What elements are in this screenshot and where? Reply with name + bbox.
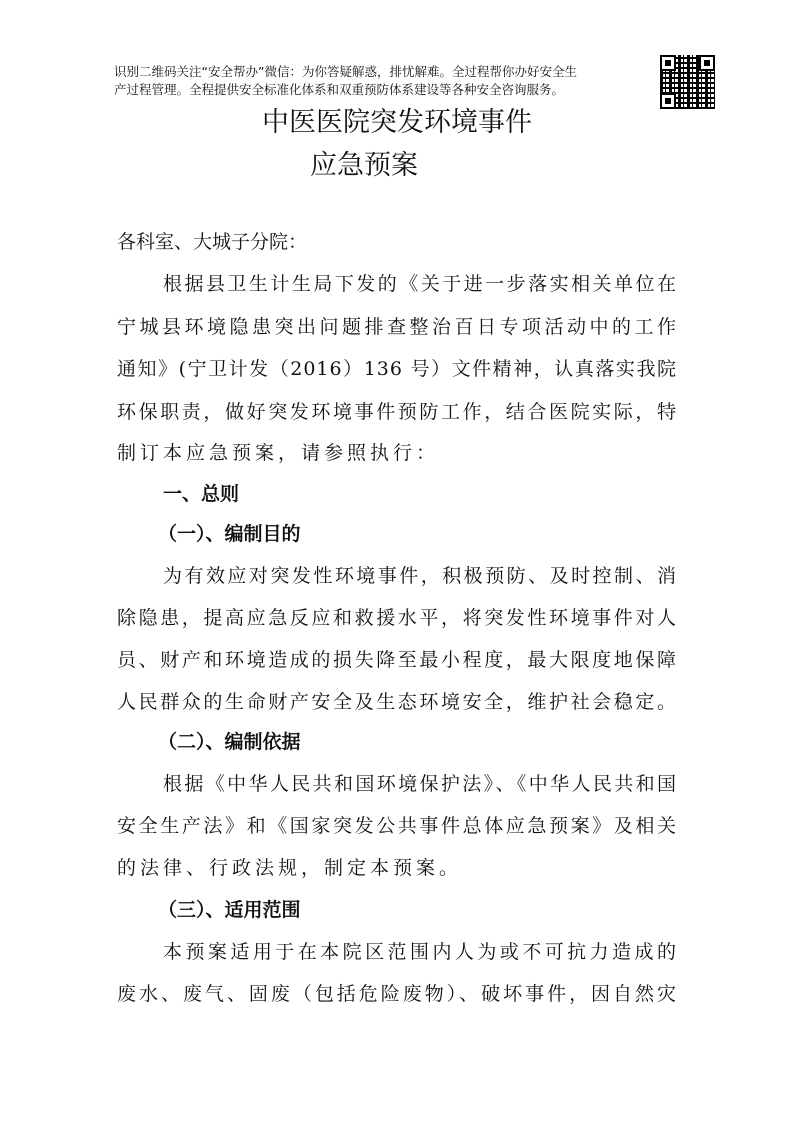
qr-code-icon	[660, 55, 715, 109]
paragraph-line: 本预案适用于在本院区范围内人为或不可抗力造成的	[163, 941, 677, 963]
subsection-heading: （一）、编制目的	[158, 523, 301, 545]
paragraph-line: 通知》(宁卫计发（2016）136 号）文件精神，认真落实我院	[117, 358, 677, 380]
paragraph-line: 安全生产法》和《国家突发公共事件总体应急预案》及相关	[117, 815, 677, 837]
subsection-heading: （二）、编制依据	[158, 731, 301, 753]
paragraph-line: 除隐患，提高应急反应和救援水平，将突发性环境事件对人	[117, 607, 677, 629]
doc-title-line-2: 应急预案	[310, 150, 418, 181]
promo-line-1: 识别二维码关注“安全帮办”微信：为你答疑解惑，排忧解难。全过程帮你办好安全生	[114, 64, 577, 79]
paragraph-line: 制订本应急预案，请参照执行：	[117, 442, 440, 464]
promo-line-2: 产过程管理。全程提供安全标准化体系和双重预防体系建设等各种安全咨询服务。	[114, 82, 565, 97]
paragraph-line: 人民群众的生命财产安全及生态环境安全，维护社会稳定。	[117, 691, 677, 713]
paragraph-line: 废水、废气、固废（包括危险废物）、破坏事件，因自然灾	[117, 983, 677, 1005]
paragraph-line: 员、财产和环境造成的损失降至最小程度，最大限度地保障	[117, 649, 677, 671]
subsection-heading: （三）、适用范围	[158, 899, 301, 921]
paragraph-line: 为有效应对突发性环境事件，积极预防、及时控制、消	[163, 565, 677, 587]
paragraph-line: 根据《中华人民共和国环境保护法》、《中华人民共和国	[163, 773, 677, 795]
paragraph-line: 的法律、行政法规，制定本预案。	[117, 857, 463, 879]
doc-title-line-1: 中医医院突发环境事件	[262, 107, 532, 138]
salutation: 各科室、大城子分院：	[117, 231, 308, 253]
section-heading: 一、总则	[163, 483, 240, 505]
paragraph-line: 宁城县环境隐患突出问题排查整治百日专项活动中的工作	[117, 316, 677, 338]
paragraph-line: 环保职责，做好突发环境事件预防工作，结合医院实际，特	[117, 401, 677, 423]
paragraph-line: 根据县卫生计生局下发的《关于进一步落实相关单位在	[163, 273, 677, 295]
